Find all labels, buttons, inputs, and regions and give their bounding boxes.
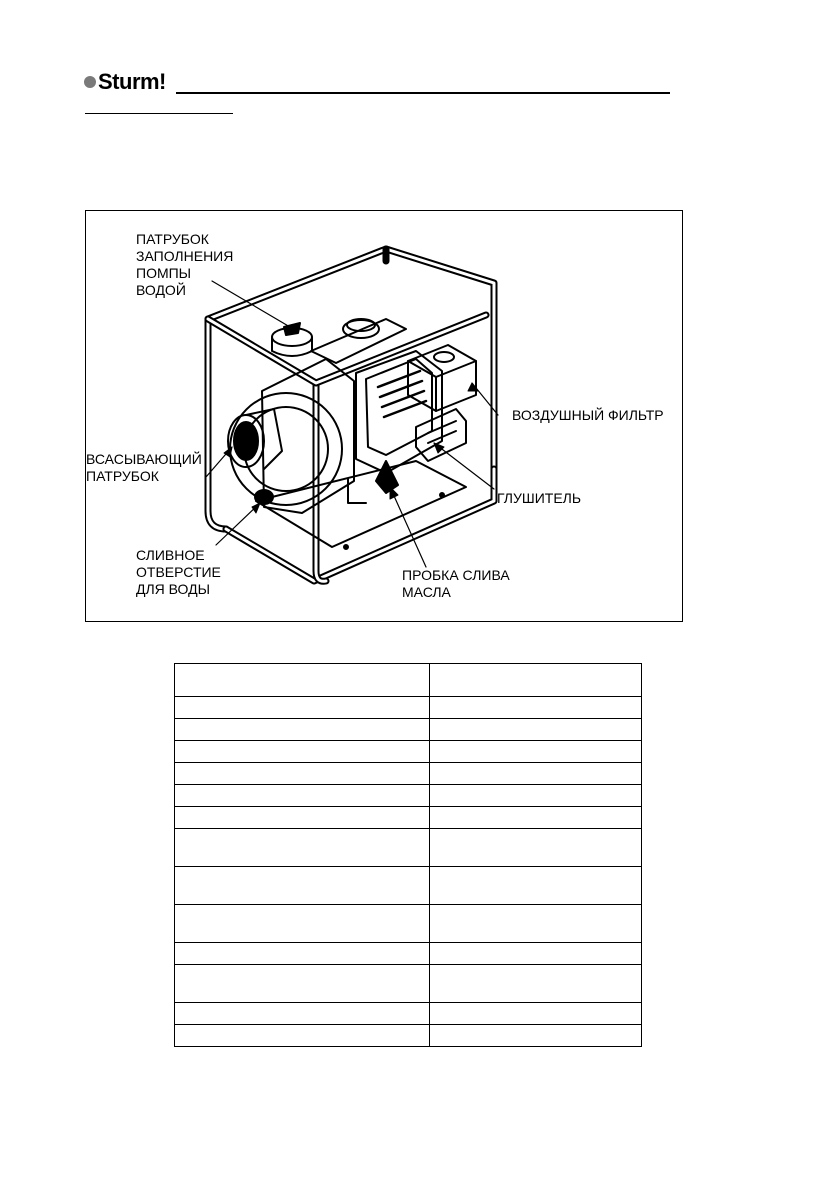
table-row [175,829,642,867]
table-row [175,867,642,905]
spec-label [175,719,430,741]
spec-value [430,1025,642,1047]
spec-label [175,664,430,697]
spec-value [430,867,642,905]
spec-value [430,719,642,741]
table-row [175,943,642,965]
table-row [175,807,642,829]
spec-table [174,663,642,1047]
table-row [175,719,642,741]
spec-value [430,943,642,965]
logo-dot-icon [84,76,96,88]
table-row [175,741,642,763]
spec-value [430,664,642,697]
section-heading-rule [85,113,233,114]
table-row [175,1025,642,1047]
callout-oil-drain-plug: ПРОБКА СЛИВА МАСЛА [402,567,510,600]
spec-value [430,1003,642,1025]
spec-label [175,943,430,965]
callout-air-filter: ВОЗДУШНЫЙ ФИЛЬТР [512,407,664,423]
spec-label [175,807,430,829]
table-row [175,664,642,697]
spec-value [430,785,642,807]
table-row [175,697,642,719]
spec-label [175,763,430,785]
table-row [175,965,642,1003]
callout-priming-port: ПАТРУБОК ЗАПОЛНЕНИЯ ПОМПЫ ВОДОЙ [136,231,234,298]
brand-name: Sturm! [98,69,166,94]
water-pump-figure [85,210,683,622]
brand-logo [84,70,166,94]
spec-label [175,1003,430,1025]
callout-suction-port: ВСАСЫВАЮЩИЙ ПАТРУБОК [86,451,202,484]
spec-value [430,697,642,719]
spec-label [175,697,430,719]
spec-value [430,763,642,785]
spec-value [430,807,642,829]
spec-label [175,741,430,763]
table-row [175,763,642,785]
spec-label [175,867,430,905]
spec-label [175,905,430,943]
callout-muffler: ГЛУШИТЕЛЬ [497,490,582,506]
callout-drain-hole: СЛИВНОЕ ОТВЕРСТИЕ ДЛЯ ВОДЫ [136,547,221,597]
spec-value [430,905,642,943]
spec-value [430,741,642,763]
spec-label [175,965,430,1003]
spec-label [175,785,430,807]
header-rule [176,92,670,94]
table-row [175,905,642,943]
table-row [175,785,642,807]
spec-value [430,829,642,867]
table-row [175,1003,642,1025]
spec-label [175,829,430,867]
spec-value [430,965,642,1003]
spec-label [175,1025,430,1047]
